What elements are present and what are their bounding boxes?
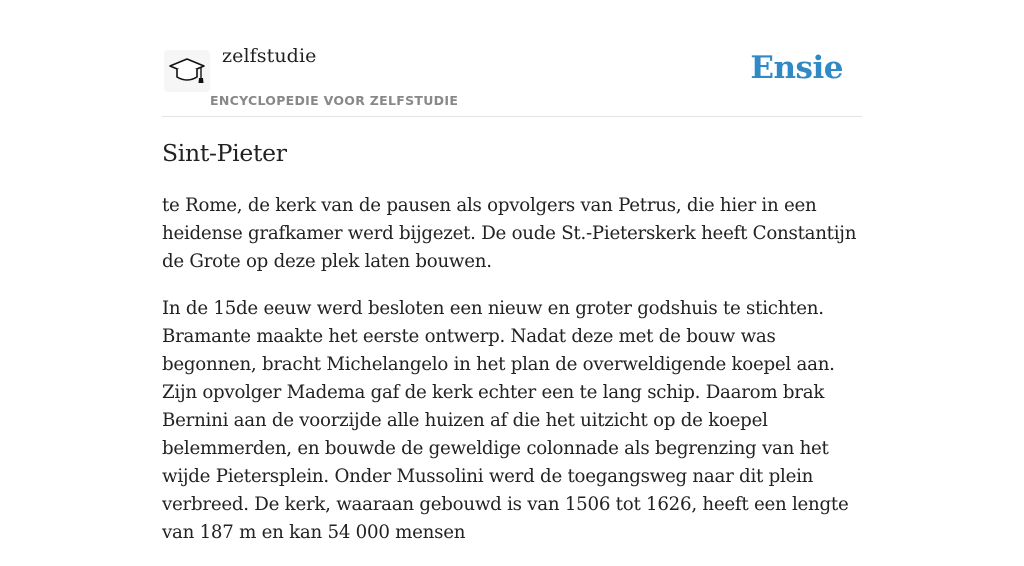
- site-tagline: ENCYCLOPEDIE VOOR ZELFSTUDIE: [210, 93, 459, 108]
- paragraph: In de 15de eeuw werd besloten een nieuw en groter godshuis te stichten. Bramante maakte het eerste ontwerp. Nadat deze met de bouw was begonnen, bracht Michelangelo in het plan de overweldigende koepel aan. Zijn opvolger Madema gaf de kerk echter een te lang schip. Daarom brak Bernini aan de voorzijde alle huizen af die het uitzicht op de koepel belemmerden, en bouwde de geweldige colonnade als begrenzing van het wijde Pietersplein. Onder Mussolini werd de toegangsweg naar dit plein verbreed. De kerk, waaraan gebouwd is van 1506 tot 1626, heeft een lengte van 187 m en kan 54 000 mensen: [162, 298, 849, 543]
- paragraph: te Rome, de kerk van de pausen als opvolgers van Petrus, die hier in een heidense grafkamer werd bijgezet. De oude St.-Pieterskerk heeft Constantijn de Grote op deze plek laten bouwen.: [162, 195, 857, 272]
- graduation-cap-icon: [168, 56, 206, 88]
- brand-logo-link[interactable]: Ensie: [750, 50, 843, 86]
- page-title: Sint-Pieter: [162, 139, 287, 167]
- site-header: [162, 0, 862, 117]
- main-container: [162, 0, 862, 543]
- site-name[interactable]: zelfstudie: [222, 45, 317, 67]
- article-body: [162, 192, 862, 566]
- site-logo[interactable]: [164, 50, 210, 92]
